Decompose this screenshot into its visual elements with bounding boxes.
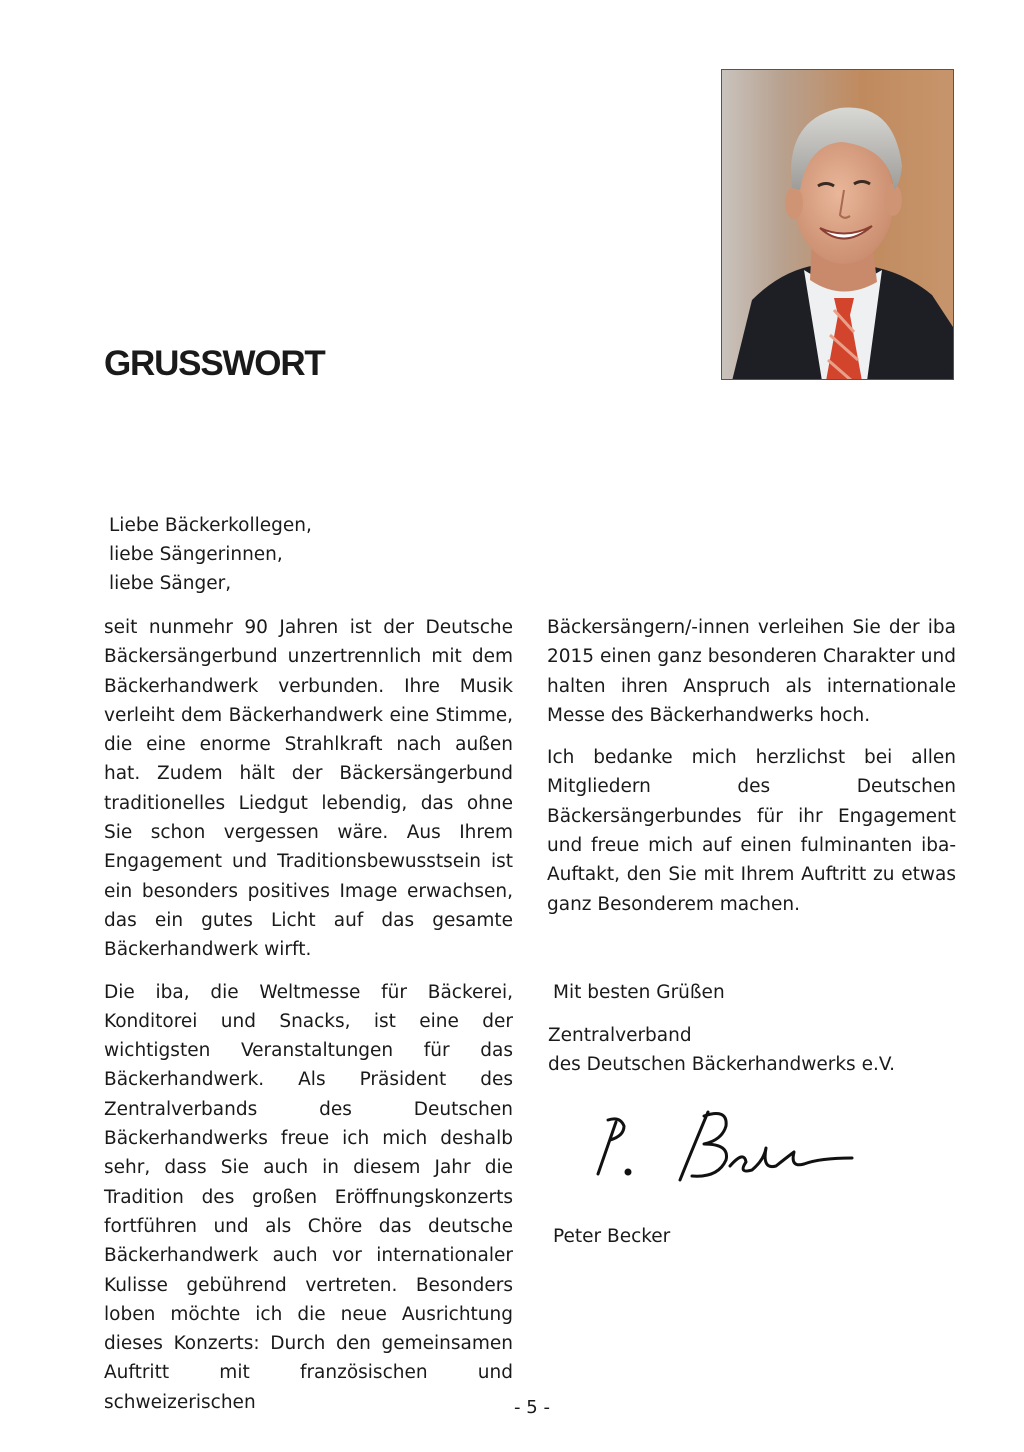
paragraph: Die iba, die Weltmesse für Bäckerei, Konditorei und Snacks, ist eine der wichtigsten Veranstaltungen für das Bäckerhandwerk. Als Präsident des Zentralverbands des Deutschen Bäckerhandwerks freue ich mich deshalb sehr, dass Sie auch in diesem Jahr die Tradition des großen Eröffnungskonzerts fortführen und als Chöre das deutsche Bäckerhandwerk auch vor internationaler Kulisse gebührend vertreten. Besonders loben möchte ich die neue Ausrichtung dieses Konzerts: Durch den gemeinsamen Auftritt mit französischen und schweizerischen: [104, 981, 513, 1413]
paragraph: Bäckersängern/-innen verleihen Sie der iba 2015 einen ganz besonderen Charakter und halten ihren Anspruch als internationale Messe des Bäckerhandwerks hoch.: [547, 617, 956, 726]
paragraph: Ich bedanke mich herzlichst bei allen Mitgliedern des Deutschen Bäckersängerbundes für ihr Engagement und freue mich auf einen fulminanten iba-Auftakt, den Sie mit Ihrem Auftritt zu etwas ganz Besonderem machen.: [547, 747, 956, 915]
salutation-line: liebe Sänger,: [109, 573, 232, 594]
page-title: GRUSSWORT: [104, 344, 325, 383]
salutation-line: liebe Sängerinnen,: [109, 544, 283, 565]
organization: [548, 1021, 895, 1079]
signer-name: Peter Becker: [553, 1226, 671, 1247]
page-number: - 5 -: [514, 1397, 550, 1418]
organization-line: Zentralverband: [548, 1025, 692, 1046]
closing-line: Mit besten Grüßen: [553, 982, 725, 1003]
handwritten-signature: [580, 1100, 870, 1190]
organization-line: des Deutschen Bäckerhandwerks e.V.: [548, 1054, 895, 1075]
portrait-photo: [721, 69, 954, 380]
salutation-line: Liebe Bäckerkollegen,: [109, 515, 312, 536]
salutation: [109, 511, 529, 598]
right-column: [547, 613, 956, 919]
paragraph: seit nunmehr 90 Jahren ist der Deutsche Bäckersängerbund unzertrennlich mit dem Bäckerhandwerk verbunden. Ihre Musik verleiht dem Bäckerhandwerk eine Stimme, die eine enorme Strahlkraft nach außen hat. Zudem hält der Bäckersängerbund traditionelles Liedgut lebendig, das ohne Sie schon vergessen wäre. Aus Ihrem Engagement und Traditionsbewusstsein ist ein besonders positives Image erwachsen, das ein gutes Licht auf das gesamte Bäckerhandwerk wirft.: [104, 617, 513, 961]
left-column: [104, 613, 513, 1417]
